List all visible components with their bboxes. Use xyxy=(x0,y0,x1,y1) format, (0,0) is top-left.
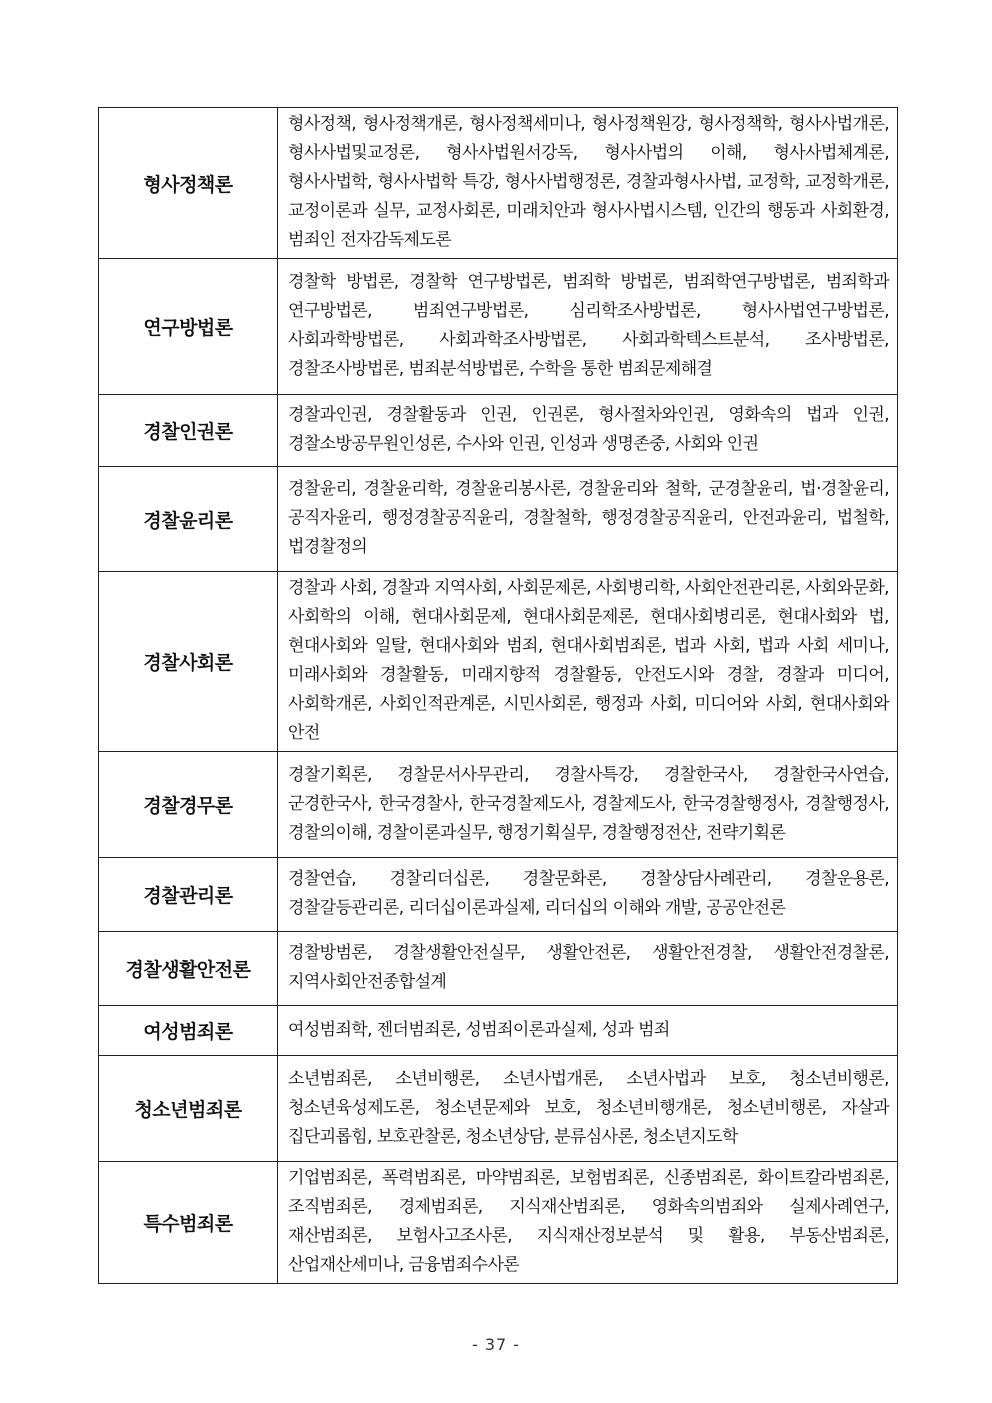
courses-cell: 경찰기획론, 경찰문서사무관리, 경찰사특강, 경찰한국사, 경찰한국사연습, 군경한국사, 한국경찰사, 한국경찰제도사, 경찰제도사, 한국경찰행정사, 경찰행정사, 경찰의이해, 경찰이론과실무, 행정기획실무, 경찰행정전산, 전략기획론 xyxy=(278,752,898,858)
table-row xyxy=(99,932,898,1006)
table-row xyxy=(99,467,898,572)
table-row xyxy=(99,1162,898,1284)
table-row xyxy=(99,395,898,467)
table-row xyxy=(99,1056,898,1162)
courses-cell: 경찰방범론, 경찰생활안전실무, 생활안전론, 생활안전경찰, 생활안전경찰론, 지역사회안전종합설계 xyxy=(278,932,898,1006)
courses-cell: 기업범죄론, 폭력범죄론, 마약범죄론, 보험범죄론, 신종범죄론, 화이트칼라범죄론, 조직범죄론, 경제범죄론, 지식재산범죄론, 영화속의범죄와 실제사례연구, 재산범죄론, 보험사고조사론, 지식재산정보분석 및 활용, 부동산범죄론, 산업재산세미나, 금융범죄수사론 xyxy=(278,1162,898,1284)
category-cell: 경찰사회론 xyxy=(99,572,278,752)
table-row xyxy=(99,572,898,752)
table-row xyxy=(99,1006,898,1056)
courses-cell: 여성범죄학, 젠더범죄론, 성범죄이론과실제, 성과 범죄 xyxy=(278,1006,898,1056)
courses-cell: 경찰윤리, 경찰윤리학, 경찰윤리봉사론, 경찰윤리와 철학, 군경찰윤리, 법·경찰윤리, 공직자윤리, 행정경찰공직윤리, 경찰철학, 행정경찰공직윤리, 안전과윤리, 법철학, 법경찰정의 xyxy=(278,467,898,572)
category-cell: 경찰인권론 xyxy=(99,395,278,467)
table-row xyxy=(99,752,898,858)
category-cell: 경찰윤리론 xyxy=(99,467,278,572)
table-row xyxy=(99,858,898,932)
category-cell: 여성범죄론 xyxy=(99,1006,278,1056)
category-cell: 경찰생활안전론 xyxy=(99,932,278,1006)
courses-cell: 경찰학 방법론, 경찰학 연구방법론, 범죄학 방법론, 범죄학연구방법론, 범죄학과 연구방법론, 범죄연구방법론, 심리학조사방법론, 형사사법연구방법론, 사회과학방법론, 사회과학조사방법론, 사회과학텍스트분석, 조사방법론, 경찰조사방법론, 범죄분석방법론, 수학을 통한 범죄문제해결 xyxy=(278,259,898,395)
category-cell: 연구방법론 xyxy=(99,259,278,395)
page-number: - 37 - xyxy=(471,1335,521,1354)
course-classification-table xyxy=(98,107,898,1284)
category-cell: 경찰경무론 xyxy=(99,752,278,858)
category-cell: 특수범죄론 xyxy=(99,1162,278,1284)
category-cell: 경찰관리론 xyxy=(99,858,278,932)
courses-cell: 경찰연습, 경찰리더십론, 경찰문화론, 경찰상담사례관리, 경찰운용론, 경찰갈등관리론, 리더십이론과실제, 리더십의 이해와 개발, 공공안전론 xyxy=(278,858,898,932)
table-row xyxy=(99,108,898,259)
category-cell: 형사정책론 xyxy=(99,108,278,259)
table-row xyxy=(99,259,898,395)
courses-cell: 형사정책, 형사정책개론, 형사정책세미나, 형사정책원강, 형사정책학, 형사사법개론, 형사사법및교정론, 형사사법원서강독, 형사사법의 이해, 형사사법체계론, 형사사법학, 형사사법학 특강, 형사사법행정론, 경찰과형사사법, 교정학, 교정학개론, 교정이론과 실무, 교정사회론, 미래치안과 형사사법시스템, 인간의 행동과 사회환경, 범죄인 전자감독제도론 xyxy=(278,108,898,259)
category-cell: 청소년범죄론 xyxy=(99,1056,278,1162)
courses-cell: 소년범죄론, 소년비행론, 소년사법개론, 소년사법과 보호, 청소년비행론, 청소년육성제도론, 청소년문제와 보호, 청소년비행개론, 청소년비행론, 자살과 집단괴롭힘, 보호관찰론, 청소년상담, 분류심사론, 청소년지도학 xyxy=(278,1056,898,1162)
courses-cell: 경찰과인권, 경찰활동과 인권, 인권론, 형사절차와인권, 영화속의 법과 인권, 경찰소방공무원인성론, 수사와 인권, 인성과 생명존중, 사회와 인권 xyxy=(278,395,898,467)
courses-cell: 경찰과 사회, 경찰과 지역사회, 사회문제론, 사회병리학, 사회안전관리론, 사회와문화, 사회학의 이해, 현대사회문제, 현대사회문제론, 현대사회병리론, 현대사회와 법, 현대사회와 일탈, 현대사회와 범죄, 현대사회범죄론, 법과 사회, 법과 사회 세미나, 미래사회와 경찰활동, 미래지향적 경찰활동, 안전도시와 경찰, 경찰과 미디어, 사회학개론, 사회인적관계론, 시민사회론, 행정과 사회, 미디어와 사회, 현대사회와 안전 xyxy=(278,572,898,752)
